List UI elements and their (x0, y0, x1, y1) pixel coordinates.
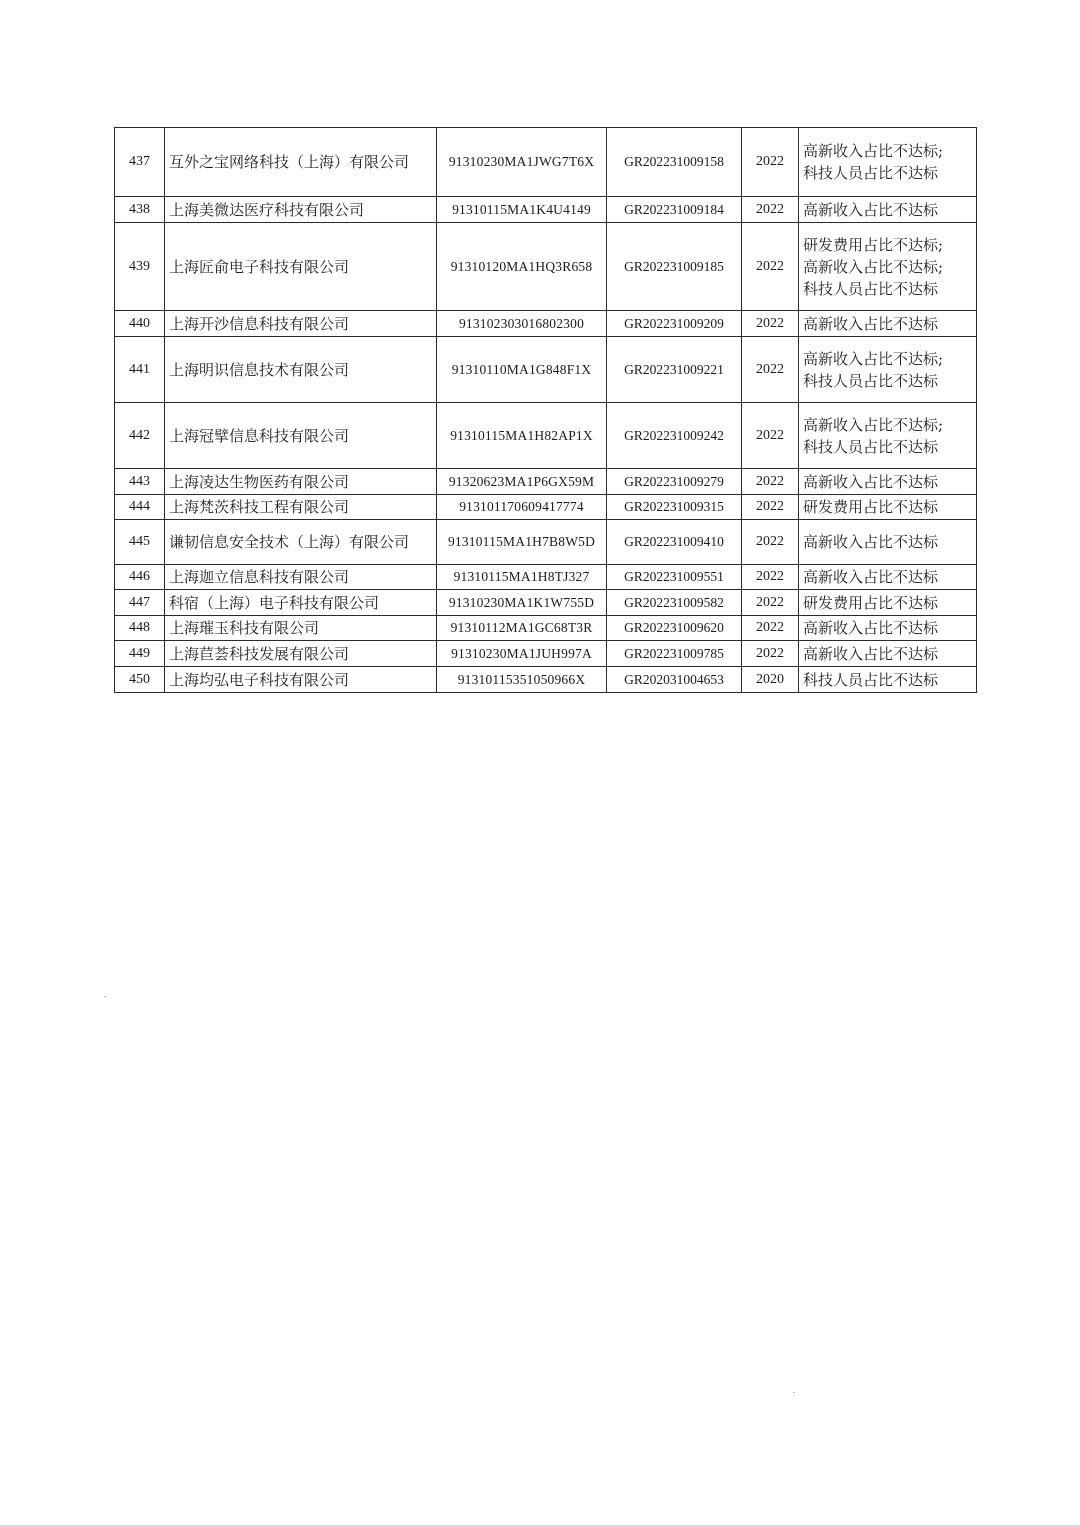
certificate-number: GR202231009785 (607, 641, 742, 667)
credit-code: 91310230MA1JWG7T6X (437, 128, 607, 197)
row-index: 445 (115, 520, 165, 565)
company-name: 上海均弘电子科技有限公司 (165, 667, 437, 693)
reason-cell (799, 337, 977, 403)
certificate-number: GR202231009184 (607, 197, 742, 223)
row-index: 448 (115, 616, 165, 641)
reason-line: 科技人员占比不达标 (803, 279, 939, 298)
reason-cell (799, 403, 977, 469)
row-index: 446 (115, 565, 165, 590)
table-row (115, 520, 977, 565)
company-name: 上海美微达医疗科技有限公司 (165, 197, 437, 223)
table-row (115, 641, 977, 667)
certificate-number: GR202231009221 (607, 337, 742, 403)
certification-year: 2022 (742, 337, 799, 403)
reason-line: 研发费用占比不达标; (803, 235, 944, 254)
company-name: 上海梵茨科技工程有限公司 (165, 495, 437, 520)
credit-code: 91310230MA1K1W755D (437, 590, 607, 616)
reason-cell (799, 311, 977, 337)
certification-year: 2022 (742, 565, 799, 590)
company-name: 上海冠擘信息科技有限公司 (165, 403, 437, 469)
reason-line: 高新收入占比不达标; (803, 415, 944, 434)
table-row (115, 337, 977, 403)
credit-code: 91320623MA1P6GX59M (437, 469, 607, 495)
reason-line: 高新收入占比不达标 (803, 619, 939, 637)
credit-code: 913102303016802300 (437, 311, 607, 337)
certification-year: 2022 (742, 223, 799, 311)
scan-speck (793, 1392, 795, 1393)
row-index: 442 (115, 403, 165, 469)
certificate-number: GR202031004653 (607, 667, 742, 693)
company-name: 上海迦立信息科技有限公司 (165, 565, 437, 590)
reason-line: 研发费用占比不达标 (803, 498, 939, 516)
credit-code: 91310115MA1H8TJ327 (437, 565, 607, 590)
table-row (115, 197, 977, 223)
reason-cell (799, 520, 977, 565)
reason-cell (799, 495, 977, 520)
table-row (115, 565, 977, 590)
table-body (115, 128, 977, 693)
reason-cell (799, 469, 977, 495)
company-name: 上海苣荟科技发展有限公司 (165, 641, 437, 667)
row-index: 447 (115, 590, 165, 616)
reason-line: 高新收入占比不达标; (803, 257, 944, 276)
row-index: 443 (115, 469, 165, 495)
reason-line: 高新收入占比不达标 (803, 568, 939, 586)
company-name: 上海凌达生物医药有限公司 (165, 469, 437, 495)
certification-year: 2022 (742, 590, 799, 616)
records-table (114, 127, 977, 693)
row-index: 440 (115, 311, 165, 337)
certificate-number: GR202231009242 (607, 403, 742, 469)
certificate-number: GR202231009279 (607, 469, 742, 495)
credit-code: 91310120MA1HQ3R658 (437, 223, 607, 311)
reason-line: 科技人员占比不达标 (803, 670, 939, 689)
company-name: 上海匠俞电子科技有限公司 (165, 223, 437, 311)
row-index: 438 (115, 197, 165, 223)
credit-code: 91310230MA1JUH997A (437, 641, 607, 667)
certification-year: 2020 (742, 667, 799, 693)
row-index: 450 (115, 667, 165, 693)
certificate-number: GR202231009551 (607, 565, 742, 590)
certification-year: 2022 (742, 311, 799, 337)
company-name: 谦韧信息安全技术（上海）有限公司 (165, 520, 437, 565)
scan-speck (104, 996, 106, 997)
certification-year: 2022 (742, 520, 799, 565)
certificate-number: GR202231009315 (607, 495, 742, 520)
reason-cell (799, 128, 977, 197)
reason-cell (799, 223, 977, 311)
company-name: 上海开沙信息科技有限公司 (165, 311, 437, 337)
row-index: 449 (115, 641, 165, 667)
certification-year: 2022 (742, 128, 799, 197)
table-row (115, 311, 977, 337)
certification-year: 2022 (742, 641, 799, 667)
row-index: 437 (115, 128, 165, 197)
credit-code: 913101170609417774 (437, 495, 607, 520)
certificate-number: GR202231009410 (607, 520, 742, 565)
table-row (115, 223, 977, 311)
row-index: 439 (115, 223, 165, 311)
certification-year: 2022 (742, 403, 799, 469)
credit-code: 91310115MA1H82AP1X (437, 403, 607, 469)
certification-year: 2022 (742, 616, 799, 641)
reason-cell (799, 641, 977, 667)
credit-code: 91310112MA1GC68T3R (437, 616, 607, 641)
certification-year: 2022 (742, 197, 799, 223)
table-row (115, 667, 977, 693)
table-row (115, 616, 977, 641)
credit-code: 91310115351050966X (437, 667, 607, 693)
reason-line: 科技人员占比不达标 (803, 164, 939, 182)
reason-line: 高新收入占比不达标; (803, 142, 944, 160)
reason-line: 高新收入占比不达标; (803, 349, 944, 368)
reason-cell (799, 197, 977, 223)
certificate-number: GR202231009582 (607, 590, 742, 616)
reason-line: 高新收入占比不达标 (803, 314, 939, 333)
row-index: 441 (115, 337, 165, 403)
reason-line: 高新收入占比不达标 (803, 472, 939, 491)
certificate-number: GR202231009620 (607, 616, 742, 641)
certificate-number: GR202231009185 (607, 223, 742, 311)
credit-code: 91310115MA1H7B8W5D (437, 520, 607, 565)
company-name: 上海璀玉科技有限公司 (165, 616, 437, 641)
certification-year: 2022 (742, 495, 799, 520)
table-row (115, 590, 977, 616)
reason-line: 高新收入占比不达标 (803, 200, 939, 219)
reason-cell (799, 667, 977, 693)
table-row (115, 128, 977, 197)
certificate-number: GR202231009209 (607, 311, 742, 337)
reason-line: 高新收入占比不达标 (803, 533, 939, 551)
row-index: 444 (115, 495, 165, 520)
certificate-number: GR202231009158 (607, 128, 742, 197)
reason-line: 科技人员占比不达标 (803, 371, 939, 390)
reason-line: 研发费用占比不达标 (803, 593, 939, 612)
company-name: 科宿（上海）电子科技有限公司 (165, 590, 437, 616)
company-name: 上海明识信息技术有限公司 (165, 337, 437, 403)
certification-year: 2022 (742, 469, 799, 495)
table-row (115, 495, 977, 520)
table-row (115, 403, 977, 469)
reason-cell (799, 590, 977, 616)
company-name: 互外之宝网络科技（上海）有限公司 (165, 128, 437, 197)
reason-line: 科技人员占比不达标 (803, 437, 939, 456)
reason-cell (799, 616, 977, 641)
credit-code: 91310110MA1G848F1X (437, 337, 607, 403)
reason-line: 高新收入占比不达标 (803, 644, 939, 663)
table-row (115, 469, 977, 495)
credit-code: 91310115MA1K4U4149 (437, 197, 607, 223)
reason-cell (799, 565, 977, 590)
